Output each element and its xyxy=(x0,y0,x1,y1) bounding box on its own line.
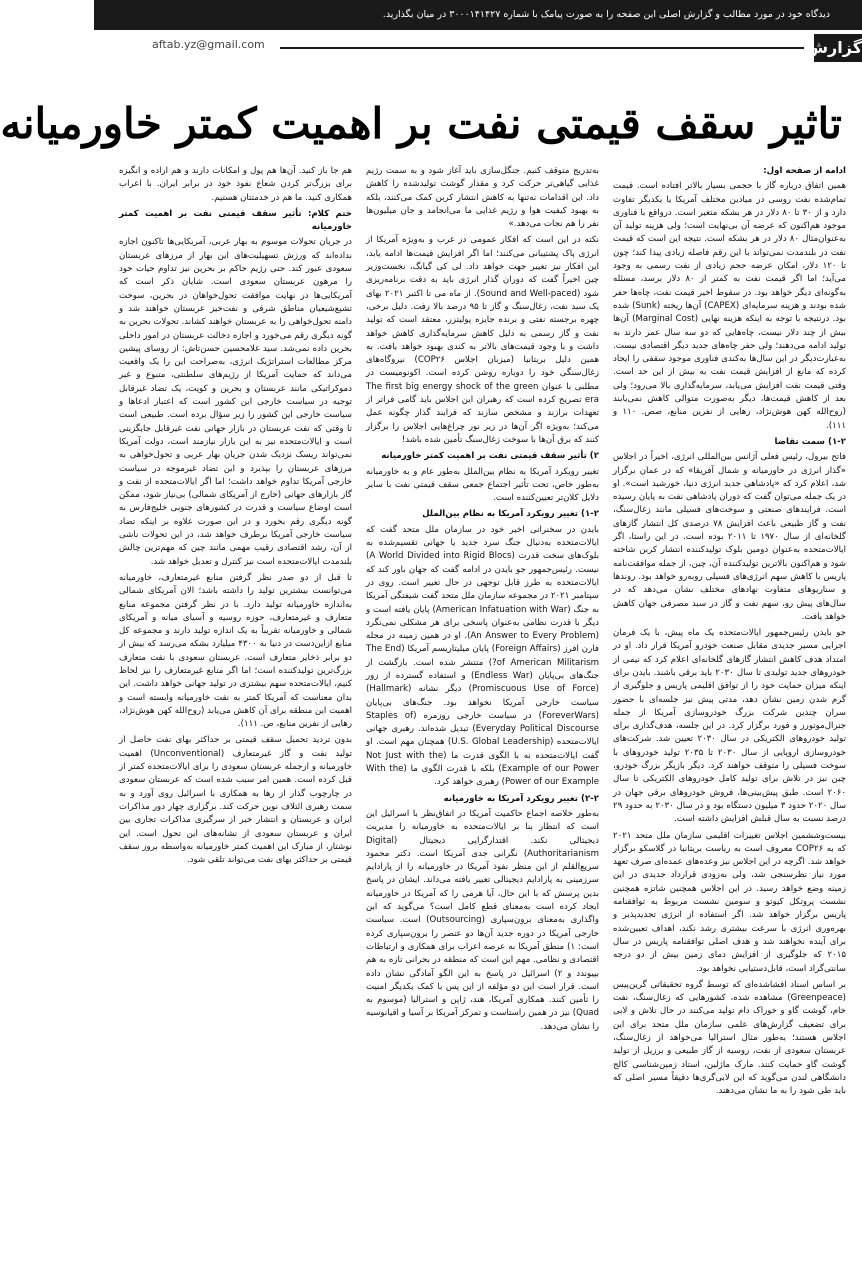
section-label: گزارش xyxy=(814,34,862,62)
paragraph: بر اساس اسناد افشاشده‌ای که توسط گروه تحقیقاتی گرین‌پیس (Greenpeace) مشاهده شده، کشورهایی که زغال‌سنگ، نفت خام، گوشت گاو و خوراک دام تولید می‌کنند در حال تلاش و لابی برای تضعیف گزارش‌های علمی سازمان ملل متحد برای این اجلاس هستند؛ به‌طور مثال استرالیا می‌خواهد از زغال‌سنگ، عربستان سعودی از نفت، روسیه از گاز طبیعی و برزیل از تولید گوشت گاو حمایت کنند. مارک ماژلین، استاد زمین‌شناسی کالج دانشگاهی لندن می‌گوید که این لابی‌گری‌ها دقیقاً مسیر اصلی که باید طی شود را به ما نشان می‌دهند. xyxy=(613,979,846,1097)
article-headline: تاثیر سقف قیمتی نفت بر اهمیت کمتر خاورمیانه xyxy=(0,99,842,148)
subheading: ادامه از صفحه اول: xyxy=(763,166,846,176)
subheading: ۱-۲) تغییر رویکرد آمریکا به نظام بین‌الملل xyxy=(422,509,599,520)
paragraph: جو بایدن رئیس‌جمهور ایالات‌متحده یک ماه پیش، با یک فرمان اجرایی مسیر جدیدی مقابل صنعت خودرو آمریکا قرار داد. او در امتداد هدف کاهش انتشار گازهای گلخانه‌ای اعلام کرد که نیمی از خودروهای جدید تولیدی تا سال ۲۰۳۰ باید برقی باشند. بایدن برای اینکه میزان حمایت خود را از توافق اقلیمی پاریس و جلوگیری از گرم شدن زمین نشان دهد، مدتی پیش نیز جلسه‌ای با حضور سران چندین شرکت بزرگ خودروسازی آمریکا از جمله جنرال‌موتورز و فورد برگزار کرد. در این جلسه، هدف‌گذاری برای تولید خودروهای الکتریکی در سال ۲۰۳۰ تعیین شد. شرکت‌های خودروسازی اروپایی از سال ۲۰۳۰ تا ۲۰۳۵ تولید خودروهای با سوخت فسیلی را متوقف خواهند کرد. دیگر بازیگر بزرگ خودرو، چین نیز در تلاش برای تولید کامل خودروهای الکتریکی تا سال ۲۰۶۰ است. طبق پیش‌بینی‌ها، فروش خودروهای برقی جهان در سال ۲۰۲۰ حدود ۳ میلیون دستگاه بود و در سال ۲۰۳۰ به حدود ۲۹ درصد نسبت به سال قبلش افزایش داشته است. xyxy=(613,628,847,825)
paragraph: بدون تردید تحمیل سقف قیمتی بر حداکثر بهای نفت حاصل از تولید نفت و گاز غیرمتعارف (Unconventional) اهمیت خاورمیانه و ازجمله عربستان سعودی را برای ایالات‌متحده کمتر از قبل کرده است. همین امر سبب شده است که عربستان سعودی در چارچوب گذار از رها به همکاری با اسرائیل روی آورد و به سمت رهبری ائتلاف نوین حرکت کند. برگزاری چهار دور مذاکرات ایران و عربستان و انتشار خبر از سرگیری مذاکرات تجاری بین ایران و عربستان سعودی از نشانه‌های این تحول است. این نوشتار، از مبارک این اهمیت کمتر خاورمیانه به‌واسطه بروز سقف قیمتی بر حداکثر بهای نفت می‌تواند تلقی شود. xyxy=(119,735,352,866)
column-left xyxy=(119,165,352,1273)
paragraph: به‌تدریج متوقف کنیم. جنگل‌سازی باید آغاز شود و به سمت رژیم غذایی گیاهی‌تر حرکت کرد و مقدار گوشت تولیدشده را کاهش داد. این اقدامات نه‌تنها به کاهش انتشار کربن کمک می‌کنند، بلکه به بهبود کیفیت هوا و رژیم غذایی ما می‌انجامد و جان میلیون‌ها نفر را هم نجات می‌دهد.» xyxy=(366,166,599,230)
paragraph: هم جا باز کنید. آن‌ها هم پول و امکانات دارند و هم اراده و انگیزه برای بزرگ‌تر کردن شعاع نفوذ خود در برابر ایران. با اعراب همکاری کنید. ما هم در خدمتتان هستیم. xyxy=(119,166,352,203)
column-right xyxy=(613,165,846,1273)
paragraph: فاتح بیرول، رئیس فعلی آژانس بین‌المللی انرژی، اخیراً در اجلاس «گذار انرژی در خاورمیانه و شمال آفریقا» که در عمان برگزار شد، اعلام کرد که «پادشاهی جدید انرژی دنیا، خورشید است». او در یک جمله می‌توان گفت که دوران پادشاهی نفت به پایان رسیده است. فرایندهای صنعتی و سوخت‌های فسیلی مانند زغال‌سنگ، نفت و گاز طبیعی باعث افزایش ۷۸ درصدی کل انتشار گازهای گلخانه‌ای از سال ۱۹۷۰ تا ۲۰۱۱ بوده است. در این راستا، اگر ایالات‌متحده به‌عنوان دومین بلوک تولیدکننده انتشار کربن شاخته شود و هم‌اکنون بالاترین تولیدکننده آن، چین، از جمله موافقت‌نامه پاریس با کاهش سهم انرژی‌های فسیلی روبه‌رو خواهد بود. روندها و سناریوهای متفاوت نهادهای مختلف نشان می‌دهد که در سال‌های پیش رو، سهم نفت و گاز در سبد مصرفی جهان کاهش خواهد یافت. xyxy=(613,452,846,622)
subheading: ۲) تأثیر سقف قیمتی نفت بر اهمیت کمتر خاورمیانه xyxy=(381,451,599,462)
paragraph: بایدن در سخنرانی اخیر خود در سازمان ملل متحد گفت که ایالات‌متحده به‌دنبال جنگ سرد جدید یا جهانی تقسیم‌شده به بلوک‌های سخت قدرت (A World Divided into Rigid Blocs) نیست. رئیس‌جمهور جو بایدن در ادامه گفت که جهان باور کند که ایالات‌متحده به طرز قابل توجهی در حال تغییر است. روی در سپتامبر ۲۰۲۱ در مجموعه سازمان ملل متحد گفت شیفتگی آمریکا به جنگ (American Infatuation with War) پایان یافته است و دیگر با قدرت نظامی به‌عنوان پاسخی برای هر مشکلی نمی‌نگرد (An Answer to Every Problem). او در همین زمینه در مجله فارن افرز (Foreign Affairs) پایان میلیتاریسم آمریکا (The End of American Militarism?) منتشر شده است. بازگشت از جنگ‌های بی‌پایان (Endless War) و استفاده گسترده از زور (Promiscuous Use of Force) دیگر نشانه (Hallmark) سیاست خارجی آمریکا نخواهد بود. جنگ‌های بی‌پایان (ForeverWars) در سیاست خارجی روزمره (Staples of Everyday Political Discourse) تبدیل شده‌اند. رهبری جهانی ایالات‌متحده (U.S. Global Leadership) همچنان مهم است. او گفت ایالات‌متحده نه با الگوی قدرت ما (Not Just with the Example of our Power) بلکه با قدرت الگوی ما (With the Power of our Example) رهبری خواهد کرد. xyxy=(365,524,600,788)
article-columns xyxy=(118,165,846,1273)
subheading: ۲-۲) تغییر رویکرد آمریکا به خاورمیانه xyxy=(443,793,599,804)
header-rule xyxy=(280,47,804,49)
subheading: ختم کلام: تأثیر سقف قیمتی نفت بر اهمیت کمتر خاورمیانه xyxy=(119,208,352,233)
paragraph: بیست‌وششمین اجلاس تغییرات اقلیمی سازمان ملل متحد ۲۰۲۱ که به COP۲۶ معروف است به ریاست بریتانیا در گلاسکو برگزار خواهد شد. اگرچه در این اجلاس نیز وعده‌های عمده‌ای صرف تعهد مورد نیاز نظرسنجی شد، ولی به‌زودی قرارداد جدیدی در این زمینه وضع خواهد رسید. در این اجلاس همچنین شاتزه همچنین نشست پروتکل کیوتو و سومین نشست مربوط به توافقنامه پاریس برگزار خواهد شد. اگر استفاده از انرژی تجدیدپذیر و بهره‌وری انرژی با سرعت بیشتری رشد نکند، اهداف تعیین‌شده برای آینده نخواهند شد و هدف اصلی توافقنامه پاریس در سال ۲۰۱۵ که جلوگیری از افزایش دمای زمین بیش از دو درجه سانتی‌گراد است، قابل‌دستیابی نخواهد بود. xyxy=(613,830,846,974)
author-email[interactable]: aftab.yz@gmail.com xyxy=(152,38,265,51)
paragraph: نکته در این است که افکار عمومی در غرب و به‌ویژه آمریکا از انرژی پاک پشتیبانی می‌کنند؛ اما اگر افزایش قیمت‌ها ادامه یابد، این افکار نیز تغییر جهت خواهد داد. لی کی گیانگ، نخست‌وزیر چین اخیراً گفت که دوران گذار انرژی باید به دقت برنامه‌ریزی شود (Sound and Well-paced). از ماه می تا اکتبر ۲۰۲۱ بهای یک سبد نفت، زغال‌سنگ و گاز تا ۹۵ درصد بالا رفت. دلیل برخی، چهره برجسته نفتی و برنده جایزه پولیتزر، معتقد است که تولید نفت و گاز رسمی به دلیل کاهش سرمایه‌گذاری کاهش خواهد داشت و با وجود قیمت‌های بالاتر به کندی بهبود خواهد یافت. به همین دلیل بریتانیا (میزبان اجلاس COP۲۶) نیروگاه‌های زغال‌سنگی خود را دوباره روشن کرده است. اکونومیست در مطلبی با عنوان The first big energy shock of the green era تصریح کرده است که رهبران این اجلاس باید گامی فراتر از تعهدات برازند و مشخص سازند که فرایند گذار چگونه عمل می‌کند؛ به‌ویژه اگر آن‌ها در زیر نور چراغ‌هایی اجلاس را برگزار کنند که برق آن‌ها با سوخت زغال‌سنگ تأمین شده باشد! xyxy=(366,235,599,445)
paragraph: تا قبل از دو صدر نظر گرفتن منابع غیرمتعارف، خاورمیانه می‌توانست بیشترین تولید را داشته باشد؛ الان آمریکای شمالی به‌اندازه خاورمیانه تولید دارد. با در نظر گرفتن مجموعه منابع متعارف و غیرمتعارف، حوزه روسیه و آسیای میانه و آمریکای شمالی و خاورمیانه تقریباً به یک اندازه تولید دارند و مجموعه کل منابع ازاین‌دست در دنیا به ۴۳۰۰ میلیارد بشکه می‌رسد که بیش از دو برابر ذخایر متعارف است. عربستان سعودی با نفت متعارف بزرگ‌ترین تولیدکننده است؛ اما اگر منابع غیرمتعارف را نیز لحاظ کنیم، ایالات‌متحده سهم بیشتری در تولید جهانی خواهد داشت. این بدان معناست که آمریکا کمتر به نفت خاورمیانه وابسته است و اهمیت این منطقه برای آن کاهش می‌یابد (روح‌الله کهن هوش‌نژاد، رهایی از نفرین منابع، ص. ۱۱۱). xyxy=(119,572,353,730)
column-middle xyxy=(366,165,599,1273)
paragraph: تغییر رویکرد آمریکا به نظام بین‌الملل به‌طور عام و به خاورمیانه به‌طور خاص، تحت تأثیر اجتماع جمعی سقف قیمتی نفت با سایر دلایل کلان‌تر تعیین‌کننده است. xyxy=(366,466,599,504)
sms-feedback-text: دیدگاه خود در مورد مطالب و گزارش اصلی این صفحه را به صورت پیامک با شماره ۳۰۰۰۱۴۱۴۲۷ در میان بگذارید. xyxy=(382,9,830,20)
top-banner xyxy=(94,0,862,30)
paragraph: در جریان تحولات موسوم به بهار عربی، آمریکایی‌ها تاکنون اجازه نداده‌اند که ورزش تسهیلیت‌های این بهار از مرزهای عربستان سعودی عبور کند. حتی رژیم حاکم بر بحرین نیز تداوم حیات خود را مرهون عربستان سعودی است. شایان ذکر است که آمریکایی‌ها در نهایت موافقت تحول‌خواهان در بحرین، سوخت تشیع‌شیعیان مناطق شرقی و نفت‌خیز عربستان خواهند شد و دامنه تحول‌خواهی را به عربستان خواهند کشاند. تحولات بحرین به گونه دیگری رقم می‌خورد و اجازه دخالت عربستان در امور داخلی بحرین داده نمی‌شد. سید غلامحسین حسن‌تاش: از روسای پیشین مرکز مطالعات استراتژیک انرژی، به‌صراحت این را یک واقعیت می‌داند که حمایت آمریکا از رژیم‌های سلطنتی، متبوع و غیر دموکراتیکی مانند عربستان و بحرین و کویت، یک تضاد غیرقابل توجیه در سیاست خارجی این کشور است که اعتبار ادعاها و سیاست خارجی این کشور را زیر سؤال برده است. طبیعی است تا وقتی که نفت عربستان در بازار جهانی نفت غیرقابل جایگزینی است و ایالات‌متحده نیز به این بازار نیازمند است، دولت آمریکا نمی‌تواند ریسک نزدیک شدن جریان بهار عربی و تحول‌خواهی به مرزهای عربستان را بپذیرد و این تضاد غیرموجه در سیاست خارجی آمریکا تداوم خواهد داشت؛ اما اگر ایالات‌متحده از نفت و گاز بازارهای جهانی (خارج از آمریکای شمالی) بی‌نیاز شود، ممکن است اوضاع سیاست و قدرت در کشورهای جنوبی خلیج‌فارس به گونه دیگری رقم بخورد و در این صورت علاوه بر اینکه تضاد سیاست خارجی آمریکا برطرف خواهد شد، در این تحولات ناشی از آن، رشد اقتصادی رقیب مهمی مانند چین که مهم‌ترین چالش بلندمدت ایالات‌متحده است نیز کنترل و تعدیل خواهد شد. xyxy=(119,237,352,567)
paragraph: به‌طور خلاصه اجماع حاکمیت آمریکا در اتفاق‌نظر با اسرائیل این است که انتظار بنا بر ایالات‌متحده به خاورمیانه را مدیریت دیجیتالی نکند. اقتدارگرایی دیجیتال (Digital Authoritarianism) نگرانی جدی آمریکا است. دکتر محمود سریع‌القلم از این منظر نفوذ آمریکا در خاورمیانه را از پارادایم سرزمینی به پارادایم دیجیتالی تغییر یافته می‌داند. ایشان در پاسخ بدین پرسش که با این حال، آیا هرمی را که آمریکا در خاورمیانه ایجاد کرده است به‌معنای قطع کامل است؟ می‌گوید که این واگذاری به‌معنای برون‌سپاری (Outsourcing) است. سیاست خارجی آمریکا در دوره جدید آن‌ها دو عنصر را برون‌سپاری کرده است: ۱) منطق آمریکا به عرصه اعراب برای همکاری و ارتباطات اقتصادی و نظامی. مهم این است که منطقه در بحرانی تازه به هم بپیوندد و ۲) اسرائیل در پاسخ به این الگو آمادگی نشان داده است. قرار است این دو مؤلفه از این پس با کمک یکدیگر امنیت را تأمین کنند. همکاری آمریکا، هند، ژاپن و استرالیا (موسوم به Quad) نیز در همین راستاست و تمرکز آمریکا بر آسیا و اقیانوسیه را نشان می‌دهد. xyxy=(366,808,600,1032)
paragraph: همین اتفاق درباره گاز با حجمی بسیار بالاتر افتاده است. قیمت تمام‌شده نفت روسی در میادین مختلف آمریکا یا یکدیگر تفاوت دارد و از ۳۰ تا ۸۰ دلار در هر بشکه متغیر است. درواقع با فناوری موجود هم‌اکنون که عرضه آن بی‌نهایت است؛ ولی هزینه تولید آن به‌عنوان‌مثال ۸۰ دلار در هر بشکه است. نتیجه این است که قیمت نفت در بلندمدت نمی‌تواند با این رقم فاصله زیادی پیدا کند؛ چون تا ۱۲۰ دلار، امکان عرضه حجم زیادی از نفت رسمی به وجود می‌آید؛ اما اگر قیمت نفت به کمتر از ۸۰ دلار برسد، مسئله به‌گونه‌ای دیگر خواهد بود. در سقوط اخیر قیمت نفت، چاه‌ها حفر شده بودند و هزینه سرمایه‌ای (CAPEX) آن‌ها ریخته (Sunk) شده بود. درنتیجه با توجه به اینکه هزینه نهایی (Marginal Cost) آن‌ها بیش از چند دلار نیست، چاه‌هایی که دو سه سال عمر دارند به تولید ادامه می‌دهند؛ ولی حفر چاه‌های جدید دیگر اقتصادی نیست. به‌عبارت‌دیگر در این سال‌ها به‌کندی فناوری موجود سقفی را ایجاد کرده که مانع از افزایش قیمت نفت به بیش از این حد است. وقتی قیمت نفت افزایش می‌یابد، سرمایه‌گذاری بالا می‌رود؛ ولی بعد از کاهش قیمت‌ها، دیگر به‌صورت متوالی کاهش نمی‌یابند (روح‌الله کهن هوش‌نژاد، رهایی از نفرین منابع، صص. ۱۱۰ و ۱۱۱). xyxy=(613,181,847,431)
subheading: ۱-۲) سمت تقاضا xyxy=(774,436,846,447)
